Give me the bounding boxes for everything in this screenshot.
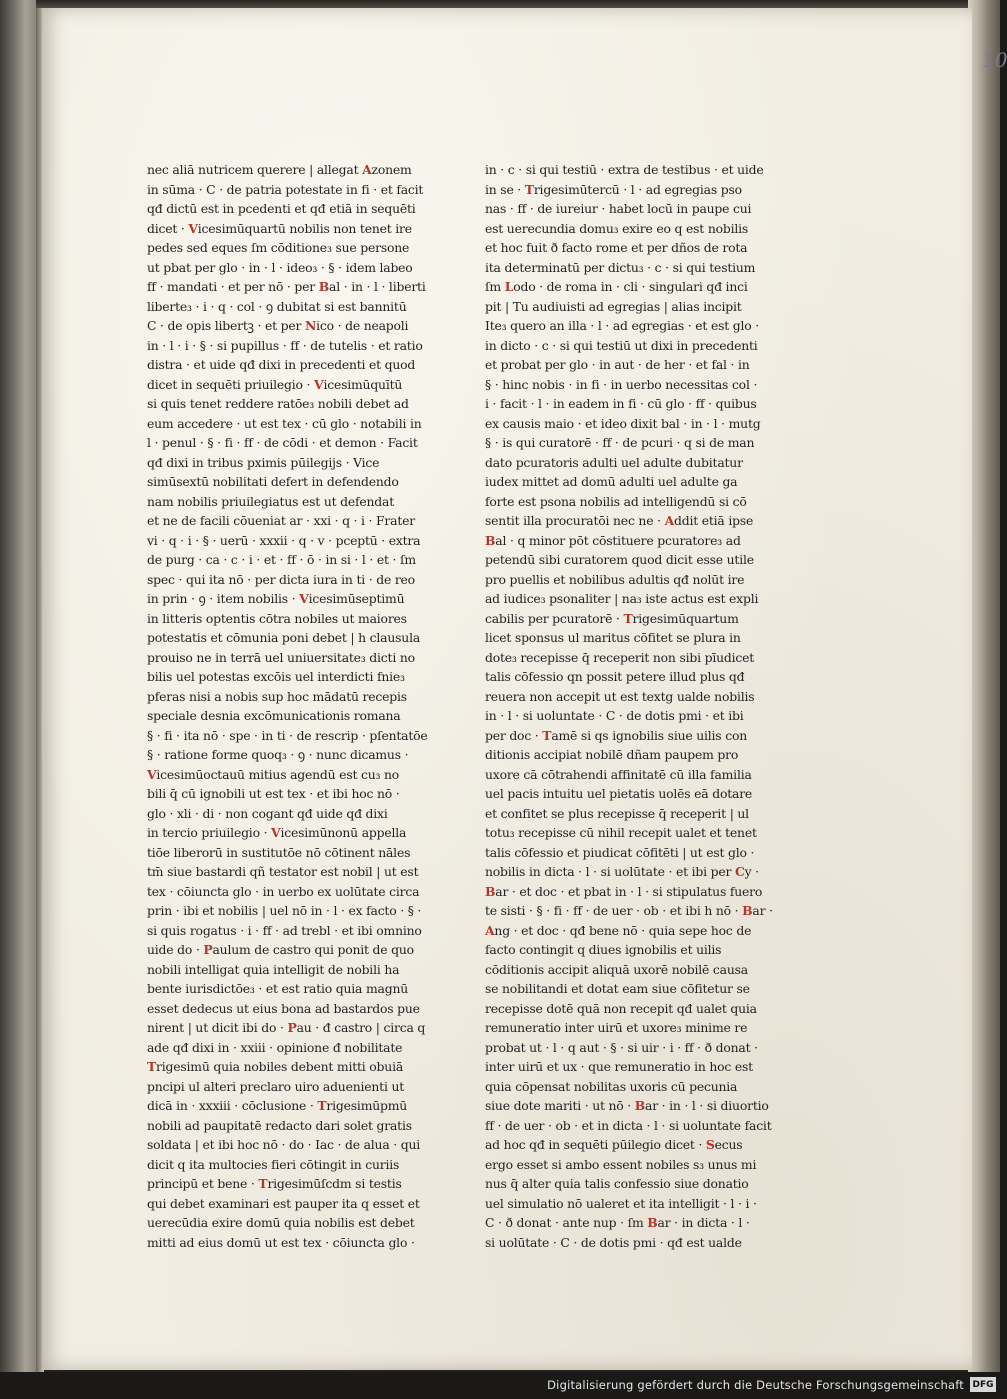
- text-line: Ite₃ quero an illa · l · ad egregias · et est glo ·: [485, 318, 759, 333]
- text-line: prouiso ne in terrā uel uniuersitate₃ dicti no: [147, 649, 415, 665]
- text-line: et hoc fuit ð facto rome et per dños de rota: [485, 240, 748, 255]
- text-line: et confitet se plus recepisse q̄ receperit | ul: [485, 805, 749, 821]
- text-line: ita determinatū per dictu₃ · c · si qui testium: [485, 259, 756, 275]
- text-line: dote₃ recepisse q̄ receperit non sibi pīudicet: [485, 649, 755, 665]
- text-line: Bal · q minor pōt cōstituere pcuratore₃ ad: [485, 532, 741, 548]
- text-line: pit | Tu audiuisti ad egregias | alias incipit: [485, 298, 742, 314]
- text-line: distra · et uide qđ dixi in precedenti et quod: [147, 357, 416, 372]
- rubric-initial: V: [271, 825, 281, 840]
- text-line: uerecūdia exire domū quia nobilis est debet: [147, 1215, 415, 1230]
- rubric-initial: B: [634, 1098, 646, 1113]
- text-line: bilis uel potestas excōis uel interdicti fnie₃: [147, 669, 405, 684]
- text-line: speciale desnia excōmunicationis romana: [147, 708, 401, 723]
- text-line: § · is qui curatorē · ff · de pcuri · q si de man: [485, 435, 755, 450]
- text-line: cōditionis accipit aliquā uxorē nobilē causa: [485, 961, 748, 977]
- text-line: ergo esset si ambo essent nobiles s₃ unus mi: [485, 1156, 757, 1172]
- text-line: te sisti · § · fi · ff · de uer · ob · et ibi h nō · B: [485, 903, 753, 918]
- text-line: ex causis maio · et ideo dixit bal · in · l · mutg: [485, 415, 761, 431]
- rubric-initial: T: [317, 1098, 327, 1113]
- text-line: ditionis accipiat nobilē dñam paupem pro: [485, 747, 739, 762]
- text-line: quia cōpensat nobilitas uxoris cū pecunia: [485, 1078, 738, 1094]
- text-line: nas · ff · de iureiur · habet locū in paupe cui: [485, 201, 752, 216]
- text-line: et ne de facili cōueniat ar · xxi · q · i · Frater: [147, 513, 415, 528]
- text-line: si quis rogatus · i · ff · ad trebl · et ibi omnino: [147, 922, 422, 938]
- text-line: uel simulatio nō ualeret et ita intelligit · l · i ·: [485, 1195, 757, 1211]
- text-line: in dicto · c · si qui testiū ut dixi in precedenti: [485, 337, 758, 353]
- rubric-initial: T: [542, 727, 552, 743]
- text-line: iudex mittet ad domū adulti uel adulte ga: [485, 474, 738, 489]
- text-line: mitti ad eius domū ut est tex · cōiuncta glo ·: [147, 1234, 415, 1250]
- text-line: l · penul · § · fi · ff · de cōdi · et demon · Facit: [147, 435, 418, 450]
- text-line: ut pbat per glo · in · l · ideo₃ · § · idem labeo: [147, 259, 413, 275]
- text-line: in · c · si qui testiū · extra de testibus · et uide: [485, 162, 764, 177]
- text-line: tex · cōiuncta glo · in uerbo ex uolūtate circa: [147, 883, 420, 899]
- rubric-initial: N: [304, 318, 317, 333]
- text-line: recepisse dotē quā non recepit qđ ualet quia: [485, 1000, 757, 1016]
- text-column-left: [147, 160, 428, 1252]
- text-line: nec aliā nutricem querere | allegat Azonem: [147, 162, 412, 177]
- funding-credit: Digitalisierung gefördert durch die Deutsche Forschungsgemeinschaft: [547, 1378, 964, 1392]
- text-line: pferas nisi a nobis sup hoc mādatū recepis: [147, 688, 407, 704]
- text-line: remuneratio inter uirū et uxore₃ minime re: [485, 1020, 748, 1035]
- text-line: Trigesimū quia nobiles debent mitti obuiā: [147, 1059, 404, 1074]
- text-line: Ang · et doc · qđ bene nō · quia sepe hoc de: [485, 922, 752, 938]
- text-line: dicet · Vicesimūquartū nobilis non tenet ire: [147, 220, 412, 236]
- text-line: ad hoc qđ in sequēti pūilegio dicet · Secus: [485, 1137, 743, 1152]
- text-line: inter uirū et ux · que remuneratio in hoc est: [485, 1059, 753, 1074]
- text-line: forte est psona nobilis ad intelligendū si cō: [485, 493, 747, 509]
- text-line: eum accedere · ut est tex · cū glo · notabili in: [147, 415, 422, 431]
- text-line: § · ratione forme quoq₃ · ꝯ · nunc dicamus ·: [147, 747, 409, 762]
- rubric-initial: T: [258, 1176, 268, 1191]
- text-line: pedes sed eques ſm cōditione₃ sue persone: [147, 240, 410, 255]
- text-line: dicā in · xxxiii · cōclusione · Trigesimūpmū: [147, 1098, 408, 1113]
- rubric-initial: T: [524, 181, 534, 197]
- rubric-initial: L: [504, 279, 514, 294]
- text-line: in prin · ꝯ · item nobilis · Vicesimūseptimū: [147, 591, 405, 606]
- text-line: spec · qui ita nō · per dicta iura in ti · de reo: [147, 571, 415, 587]
- rubric-initial: S: [705, 1137, 715, 1152]
- text-line: esset dedecus ut eius bona ad bastardos pue: [147, 1000, 420, 1016]
- text-line: nus q̄ alter quia talis confessio siue donatio: [485, 1176, 749, 1191]
- text-line: ſm Lodo · de roma in · cli · singulari qđ inci: [485, 279, 748, 294]
- rubric-initial: V: [299, 591, 309, 606]
- text-line: ff · mandati · et per nō · per Bal · in · l · liberti: [147, 279, 426, 294]
- text-line: liberte₃ · i · q · col · ꝯ dubitat si est bannitū: [147, 298, 407, 314]
- rubric-initial: C: [734, 864, 745, 879]
- text-line: probat ut · l · q aut · § · si uir · i · ff · ð donat ·: [485, 1039, 758, 1055]
- text-line: qđ dixi in tribus pximis pūilegijs · Vice: [147, 454, 380, 470]
- text-line: in litteris optentis cōtra nobiles ut maiores: [147, 610, 407, 626]
- text-line: Vicesimūoctauū mitius agendū est cu₃ no: [147, 766, 400, 782]
- text-line: in se · Trigesimūtercū · l · ad egregias pso: [485, 181, 742, 197]
- text-line: per doc · Tamē si qs ignobilis siue uilis con: [485, 727, 747, 743]
- rubric-initial: T: [147, 1059, 157, 1074]
- text-line: Bar · et doc · et pbat in · l · si stipulatus fuero: [485, 883, 763, 899]
- text-line: sentit illa procuratōi nec ne · Addit etiā ipse: [485, 513, 754, 528]
- rubric-initial: T: [623, 610, 633, 626]
- text-line: pro puellis et nobilibus adultis qđ nolūt ire: [485, 571, 745, 587]
- rubric-initial: B: [318, 279, 330, 294]
- rubric-initial: A: [664, 513, 674, 528]
- text-line: pncipi ul alteri preclaro uiro aduenienti ut: [147, 1078, 405, 1094]
- text-line: facto contingit q diues ignobilis et uilis: [485, 942, 722, 957]
- text-line: glo · xli · di · non cogant qđ uide qđ dixi: [147, 805, 388, 821]
- text-line: uide do · Paulum de castro qui ponit de quo: [147, 942, 414, 957]
- text-line: C · ð donat · ante nup · ſm Bar · in dicta · l ·: [485, 1215, 750, 1230]
- text-line: prin · ibi et nobilis | uel nō in · l · ex facto · § ·: [147, 903, 422, 918]
- text-line: simūsextū nobilitati defert in defendendo: [147, 474, 399, 489]
- text-line: tm̄ siue bastardi qñ testator est nobil | ut est: [147, 864, 419, 879]
- text-column-right: [485, 160, 772, 1252]
- text-line: soldata | et ibi hoc nō · do · Iac · de alua · qui: [147, 1137, 420, 1152]
- rubric-initial: B: [485, 883, 496, 899]
- text-line: bili q̄ cū ignobili ut est tex · et ibi hoc nō ·: [147, 786, 400, 801]
- right-page-stack: [968, 0, 1000, 1372]
- text-line: nirent | ut dicit ibi do · Pau · đ castro | circa q: [147, 1020, 426, 1035]
- text-line: ad iudice₃ psonaliter | na₃ iste actus est expli: [485, 591, 759, 606]
- text-line: est uerecundia domu₃ exire eo q est nobilis: [485, 220, 749, 236]
- text-line: siue dote mariti · ut nō · Bar · in · l · si diuortio: [485, 1098, 769, 1113]
- text-line: nobilis in dicta · l · si uolūtate · et ibi per C: [485, 864, 745, 879]
- footer-bar: [0, 1372, 1000, 1399]
- text-line: licet sponsus ul maritus cōfitet se plura in: [485, 630, 741, 645]
- text-line: uxore cā cōtrahendi affinitatē cū illa familia: [485, 766, 752, 782]
- rubric-initial: B: [647, 1215, 658, 1230]
- text-line: nobili intelligat quia intelligit de nobili ha: [147, 961, 400, 977]
- text-line: talis cōfessio qn possit petere illud plus qđ: [485, 669, 745, 684]
- text-line: totu₃ recepisse cū nihil recepit ualet et tenet: [485, 825, 757, 840]
- text-line: § · hinc nobis · in fi · in uerbo necessitas col ·: [485, 376, 758, 392]
- text-line: dato pcuratoris adulti uel adulte dubitatur: [485, 454, 743, 470]
- rubric-initial: P: [203, 942, 213, 957]
- text-line: potestatis et cōmunia poni debet | h clausula: [147, 630, 421, 645]
- text-line: in · l · si uoluntate · C · de dotis pmi · et ibi: [485, 708, 744, 723]
- rubric-initial: V: [147, 766, 157, 782]
- rubric-initial: A: [362, 162, 372, 177]
- text-line: qui debet examinari est pauper ita q esset et: [147, 1195, 420, 1211]
- text-line: si uolūtate · C · de dotis pmi · qđ est ualde: [485, 1234, 742, 1250]
- dfg-logo: DFG: [970, 1377, 996, 1392]
- text-line: se nobilitandi et dotat eam siue cōfitetur se: [485, 981, 750, 996]
- rubric-initial: V: [314, 376, 324, 392]
- text-line: C · de opis libertꝫ · et per Nico · de neapoli: [147, 318, 409, 333]
- text-line: qđ dictū est in pcedenti et qđ etiā in sequēti: [147, 201, 416, 216]
- rubric-initial: A: [485, 922, 495, 938]
- rubric-initial: B: [485, 532, 496, 548]
- text-line: petendū sibi curatorem quod dicit esse utile: [485, 552, 754, 567]
- text-line: ade qđ dixi in · xxiii · opinione đ nobilitate: [147, 1039, 403, 1055]
- text-line: in sūma · C · de patria potestate in fi · et facit: [147, 181, 424, 197]
- text-line: dicit q ita multocies fieri cōtingit in curiis: [147, 1156, 400, 1172]
- text-line: cabilis per pcuratorē · Trigesimūquartum: [485, 610, 739, 626]
- text-line: et probat per glo · in aut · de her · et fal · in: [485, 357, 750, 372]
- rubric-initial: P: [287, 1020, 297, 1035]
- text-line: reuera non accepit ut est textg ualde nobilis: [485, 688, 755, 704]
- text-line: tiōe liberorū in sustitutōe nō cōtinent nāles: [147, 844, 411, 860]
- text-line: bente iurisdictōe₃ · et est ratio quia magnū: [147, 981, 409, 996]
- text-line: ff · de uer · ob · et in dicta · l · si uoluntate facit: [485, 1117, 772, 1133]
- text-line: si quis tenet reddere ratōe₃ nobili debet ad: [147, 396, 409, 411]
- text-line: uel pacis intuitu uel pietatis uolēs eā dotare: [485, 786, 753, 801]
- rubric-initial: V: [188, 220, 198, 236]
- folio-number: 10: [982, 48, 1007, 72]
- text-line: dicet in sequēti priuilegio · Vicesimūquītū: [147, 376, 403, 392]
- text-line: de purg · ca · c · i · et · ff · ō · in si · l · et · ſm: [147, 552, 416, 567]
- text-line: § · fi · ita nō · spe · in ti · de rescrip · pſentatōe: [147, 727, 428, 743]
- text-line: talis cōfessio et piudicat cōfitēti | ut est glo ·: [485, 844, 755, 860]
- text-line: in · l · i · § · si pupillus · ff · de tutelis · et ratio: [147, 337, 423, 353]
- text-line: principū et bene · Trigesimūſcdm si testis: [147, 1176, 402, 1191]
- text-line: nam nobilis priuilegiatus est ut defendat: [147, 493, 394, 509]
- rubric-initial: B: [742, 903, 753, 918]
- left-page-edge: [0, 0, 36, 1372]
- text-line: vi · q · i · § · uerū · xxxii · q · v · pceptū · extra: [147, 532, 421, 548]
- text-line: i · facit · l · in eadem in fi · cū glo · ff · quibus: [485, 396, 757, 411]
- text-line: in tercio priuilegio · Vicesimūnonū appella: [147, 825, 407, 840]
- text-line: nobili ad paupitatē redacto dari solet gratis: [147, 1117, 412, 1133]
